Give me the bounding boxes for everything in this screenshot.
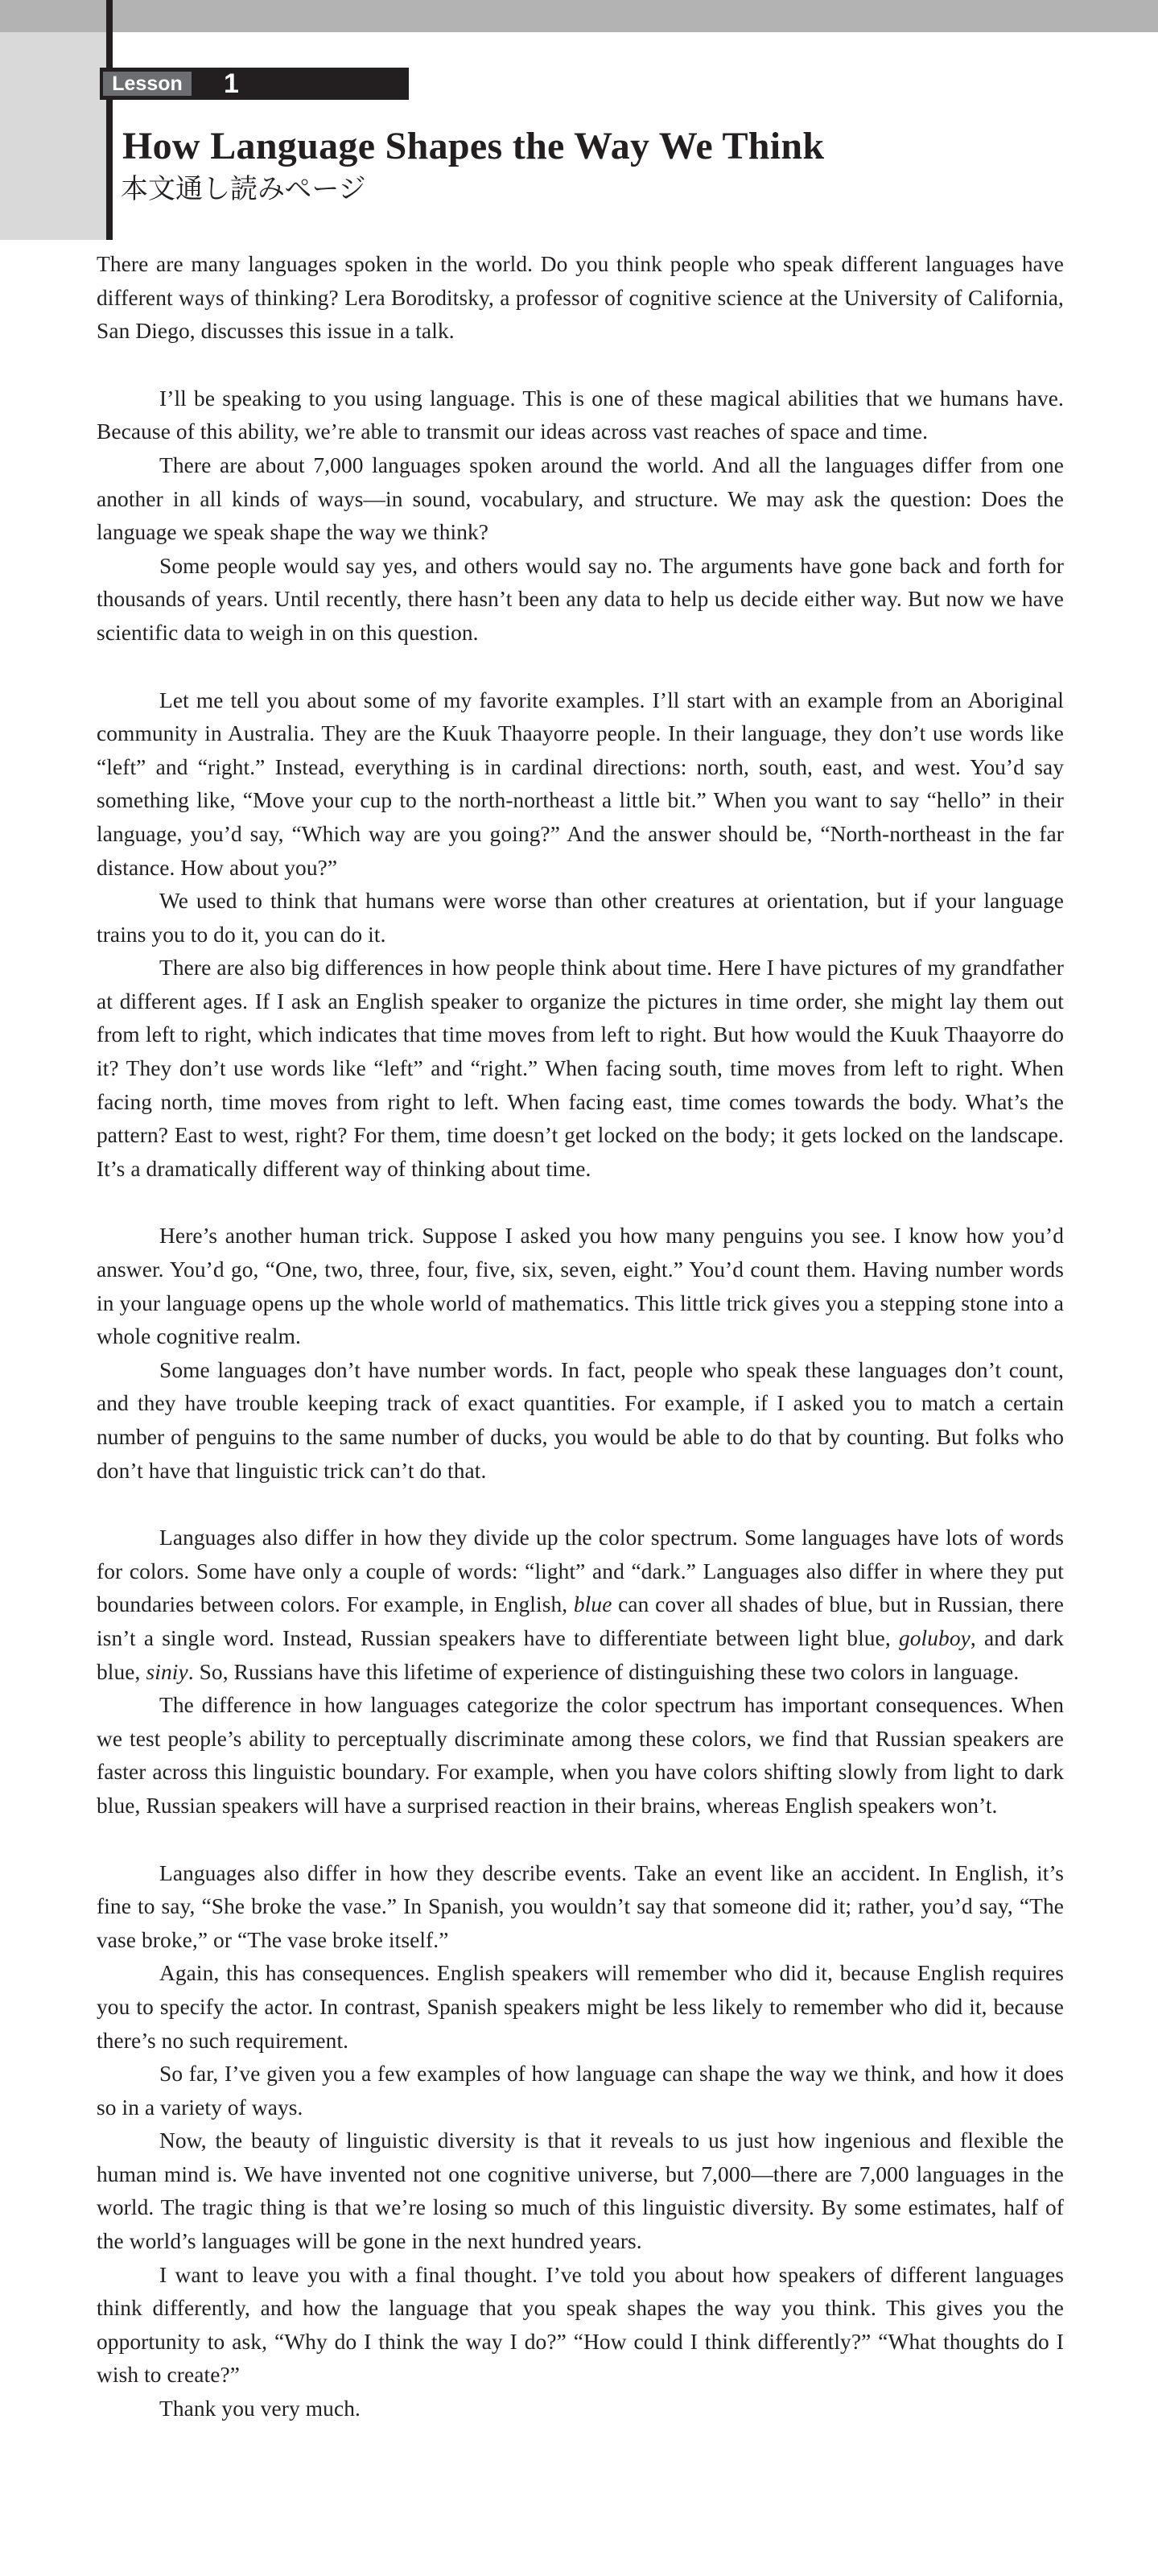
- italic-term: goluboy: [898, 1625, 970, 1650]
- paragraph: Now, the beauty of linguistic diversity is that it reveals to us just how ingenious and flexible the human mind is. We have invented not one cognitive universe, but 7,000—there are 7,000 languages in the world. The tragic thing is that we’re losing so much of this linguistic diversity. By some estimates, half of the world’s languages will be gone in the next hundred years.: [97, 2128, 1064, 2254]
- paragraph: There are also big differences in how people think about time. Here I have pictures of my grandfather at different ages. If I ask an English speaker to organize the pictures in time order, she might lay them out from left to right, which indicates that time moves from left to right. But how would the Kuuk Thaayorre do it? They don’t use words like “left” and “right.” When facing south, time moves from left to right. When facing north, time moves from right to left. When facing east, time comes towards the body. What’s the pattern? East to west, right? For them, time doesn’t get locked on the body; it gets locked on the landscape. It’s a dramatically different way of thinking about time.: [97, 956, 1064, 1181]
- lesson-number: 1: [224, 68, 239, 99]
- paragraph: Let me tell you about some of my favorite examples. I’ll start with an example from an Aboriginal community in Australia. They are the Kuuk Thaayorre people. In their language, they don’t use words like “left” and “right.” Instead, everything is in cardinal directions: north, south, east, and west. You’d say something like, “Move your cup to the north-northeast a little bit.” When you want to say “hello” in their language, you’d say, “Which way are you going?” And the answer should be, “North-northeast in the far distance. How about you?”: [97, 687, 1064, 880]
- paragraph: I’ll be speaking to you using language. This is one of these magical abilities that we humans have. Because of this ability, we’re able to transmit our ideas across vast reaches of space and time.: [97, 386, 1064, 444]
- paragraph: Languages also differ in how they describe events. Take an event like an accident. In English, it’s fine to say, “She broke the vase.” In Spanish, you wouldn’t say that someone did it; rather, you’d say, “The vase broke,” or “The vase broke itself.”: [97, 1860, 1064, 1952]
- italic-term: blue: [573, 1592, 612, 1617]
- text-run: Languages also differ in how they divide up the color spectrum. Some languages have lots of words for colors. Some have only a couple of words: “light” and “dark.” Languages also differ in where they put boundaries between colors. For example, in English,: [97, 1525, 1064, 1617]
- article-body: [97, 248, 1064, 2426]
- paragraph: Some people would say yes, and others would say no. The arguments have gone back and forth for thousands of years. Until recently, there hasn’t been any data to help us decide either way. But now we have scientific data to weigh in on this question.: [97, 553, 1064, 645]
- text-run: can cover all shades of blue, but in Russian, there isn’t a single word. Instead, Russian speakers have to differentiate between light blue,: [97, 1592, 1064, 1650]
- closing-paragraph: Thank you very much.: [159, 2396, 361, 2421]
- paragraph: I want to leave you with a final thought. I’ve told you about how speakers of different languages think differently, and how the language that you speak shapes the way you think. This gives you the opportunity to ask, “Why do I think the way I do?” “How could I think differently?” “What thoughts do I wish to create?”: [97, 2262, 1064, 2388]
- text-run: , and dark blue,: [97, 1625, 1065, 1684]
- paragraph: Again, this has consequences. English speakers will remember who did it, because English requires you to specify the actor. In contrast, Spanish speakers might be less likely to remember who did it, because there’s no such requirement.: [97, 1961, 1064, 2053]
- paragraph: Some languages don’t have number words. In fact, people who speak these languages don’t count, and they have trouble keeping track of exact quantities. For example, if I asked you to match a certain number of penguins to the same number of ducks, you would be able to do that by counting. But folks who don’t have that linguistic trick can’t do that.: [97, 1357, 1064, 1483]
- lesson-label: Lesson: [103, 72, 192, 96]
- lesson-bar: [100, 68, 409, 100]
- top-band: [0, 0, 1158, 32]
- page-subtitle: 本文通し読みページ: [121, 173, 366, 205]
- intro-paragraph: There are many languages spoken in the world. Do you think people who speak different languages have different ways of thinking? Lera Boroditsky, a professor of cognitive science at the University of California, San Diego, discusses this issue in a talk.: [97, 252, 1064, 344]
- italic-term: siniy: [146, 1659, 188, 1684]
- header-side-panel: [0, 32, 106, 240]
- paragraph: So far, I’ve given you a few examples of how language can shape the way we think, and how it does so in a variety of ways.: [97, 2062, 1064, 2120]
- page-title: How Language Shapes the Way We Think: [122, 125, 825, 167]
- paragraph: There are about 7,000 languages spoken around the world. And all the languages differ from one another in all kinds of ways—in sound, vocabulary, and structure. We may ask the question: Does the language we speak shape the way we think?: [97, 452, 1064, 545]
- header-vertical-rule: [106, 0, 113, 240]
- paragraph: We used to think that humans were worse than other creatures at orientation, but if your language trains you to do it, you can do it.: [97, 889, 1064, 947]
- paragraph-color-spectrum: [97, 1521, 1064, 1689]
- paragraph: The difference in how languages categorize the color spectrum has important consequences. When we test people’s ability to perceptually discriminate among these colors, we find that Russian speakers are faster across this linguistic boundary. For example, when you have colors shifting slowly from light to dark blue, Russian speakers will have a surprised reaction in their brains, whereas English speakers won’t.: [97, 1693, 1064, 1818]
- text-run: . So, Russians have this lifetime of experience of distinguishing these two colors in language.: [188, 1659, 1020, 1684]
- paragraph: Here’s another human trick. Suppose I asked you how many penguins you see. I know how you’d answer. You’d go, “One, two, three, four, five, six, seven, eight.” You’d count them. Having number words in your language opens up the whole world of mathematics. This little trick gives you a stepping stone into a whole cognitive realm.: [97, 1224, 1064, 1349]
